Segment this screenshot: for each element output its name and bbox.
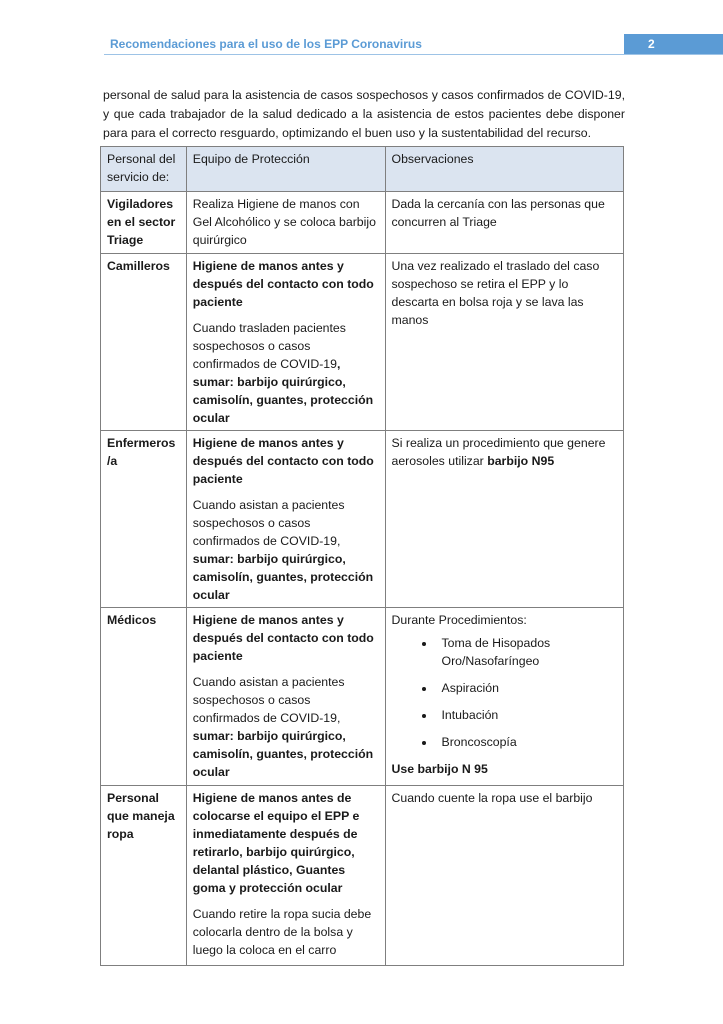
role-cell: Personal que maneja ropa: [101, 786, 187, 966]
equipment-cell: [186, 786, 385, 966]
observations-pre: Si realiza un procedimiento que genere aerosoles utilizar: [391, 436, 606, 468]
equipment-conditional: [193, 673, 379, 781]
list-item: • Intubación: [436, 706, 618, 724]
equipment-pre: Cuando asistan a pacientes sospechosos o casos confirmados de COVID-19,: [192, 498, 345, 548]
procedures-list: [392, 634, 618, 751]
equipment-bold: Higiene de manos antes y después del contacto con todo paciente: [192, 259, 374, 309]
observations-cell: Dada la cercanía con las personas que concurren al Triage: [385, 192, 624, 254]
equipment-cell: [186, 254, 385, 431]
table-row: [101, 608, 624, 786]
document-title: Recomendaciones para el uso de los EPP Coronavirus: [110, 37, 422, 51]
page-header: [104, 34, 723, 55]
observations-cell: Cuando cuente la ropa use el barbijo: [385, 786, 624, 966]
role-cell: Vigiladores en el sector Triage: [101, 192, 187, 254]
equipment-plain: Cuando retire la ropa sucia debe colocarla dentro de la bolsa y luego la coloca en el carro: [192, 907, 372, 957]
equipment-conditional: [193, 496, 379, 604]
list-item: • Aspiración: [436, 679, 618, 697]
role-cell: Médicos: [101, 608, 187, 786]
table-row: [101, 192, 624, 254]
equipment-bold: Higiene de manos antes de colocarse el equipo el EPP e inmediatamente después de retirarlo, barbijo quirúrgico, delantal plástico, Guantes goma y protección ocular: [192, 791, 360, 895]
intro-paragraph: personal de salud para la asistencia de casos sospechosos y casos confirmados de COVID-19, y que cada trabajador de la salud dedicado a la asistencia de estos pacientes debe disponer para para el correcto resguardo, optimizando el buen uso y la sustentabilidad del recurso.: [103, 88, 625, 140]
header-observations: Observaciones: [385, 147, 624, 192]
role-cell: Enfermeros /a: [101, 431, 187, 608]
header-equipment: Equipo de Protección: [186, 147, 385, 192]
list-item: • Toma de Hisopados Oro/Nasofaríngeo: [436, 634, 618, 670]
observations-bold: barbijo N95: [487, 454, 555, 468]
equipment-add: , sumar: barbijo quirúrgico, camisolín, guantes, protección ocular: [192, 357, 374, 425]
page-number: 2: [624, 34, 723, 54]
table-row: [101, 786, 624, 966]
equipment-add: sumar: barbijo quirúrgico, camisolín, guantes, protección ocular: [192, 729, 374, 779]
equipment-bold: Higiene de manos antes y después del contacto con todo paciente: [192, 436, 374, 486]
role-cell: Camilleros: [101, 254, 187, 431]
observations-cell: Una vez realizado el traslado del caso sospechoso se retira el EPP y lo descarta en bolsa roja y se lava las manos: [385, 254, 624, 431]
observations-note: Use barbijo N 95: [391, 762, 488, 776]
equipment-pre: Cuando trasladen pacientes sospechosos o casos confirmados de COVID-19: [192, 321, 346, 371]
epp-table: [100, 146, 624, 966]
table-header-row: [101, 147, 624, 192]
header-personal: Personal del servicio de:: [101, 147, 187, 192]
equipment-add: sumar: barbijo quirúrgico, camisolín, guantes, protección ocular: [192, 552, 374, 602]
equipment-bold: Higiene de manos antes y después del contacto con todo paciente: [192, 613, 374, 663]
table-row: [101, 431, 624, 608]
list-item: • Broncoscopía: [436, 733, 618, 751]
equipment-conditional: [193, 319, 379, 427]
observations-cell: [385, 608, 624, 786]
observations-cell: [385, 431, 624, 608]
equipment-cell: [186, 431, 385, 608]
equipment-cell: [186, 608, 385, 786]
equipment-pre: Cuando asistan a pacientes sospechosos o casos confirmados de COVID-19,: [192, 675, 345, 725]
observations-title: Durante Procedimientos:: [391, 613, 527, 627]
equipment-cell: Realiza Higiene de manos con Gel Alcohólico y se coloca barbijo quirúrgico: [186, 192, 385, 254]
table-row: [101, 254, 624, 431]
